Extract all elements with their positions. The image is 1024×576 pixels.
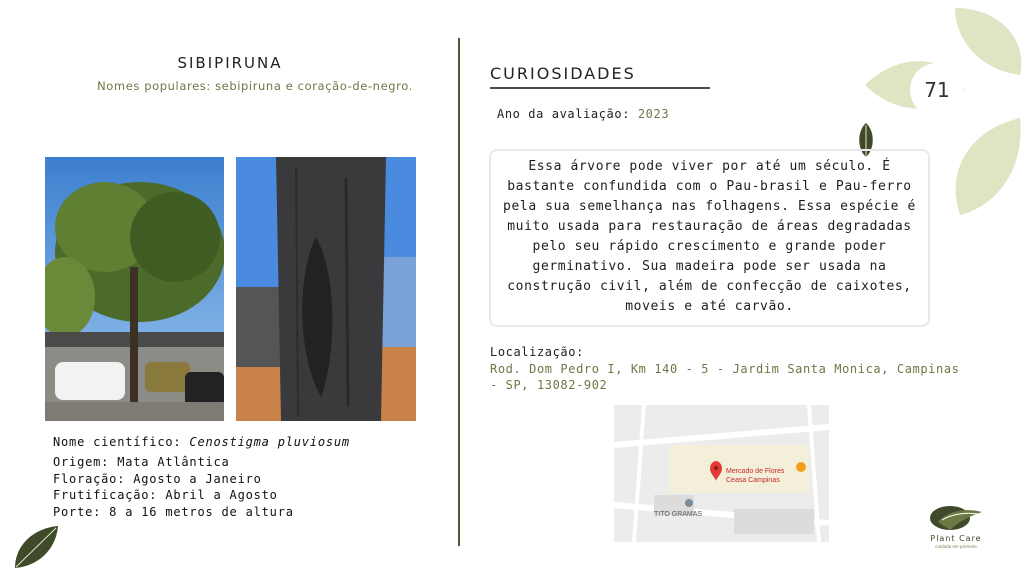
- location-map[interactable]: [614, 405, 829, 542]
- page-number: 71: [910, 63, 964, 117]
- year-label: Ano da avaliação:: [497, 107, 638, 121]
- scientific-name: Cenostigma pluviosum: [189, 435, 350, 449]
- leaf-icon: [10, 524, 60, 570]
- brand-logo-icon: [928, 502, 984, 532]
- scientific-name-label: Nome científico:: [53, 435, 190, 449]
- map-poi-label: TITO GRAMAS: [654, 511, 703, 518]
- year-line: [497, 107, 669, 121]
- popular-names: Nomes populares: sebipiruna e coração-de-negro.: [97, 79, 413, 93]
- year-value: 2023: [637, 107, 670, 121]
- species-title: SIBIPIRUNA: [177, 54, 283, 72]
- column-divider: [458, 38, 460, 546]
- location-address: Rod. Dom Pedro I, Km 140 - 5 - Jardim Santa Monica, Campinas - SP, 13082-902: [490, 362, 960, 392]
- brand-name: Plant Care: [930, 534, 982, 543]
- scientific-name-line: [53, 434, 433, 451]
- curiosities-title: CURIOSIDADES: [490, 64, 636, 83]
- description-box: Essa árvore pode viver por até um século. É bastante confundida com o Pau-brasil e Pau-ferro pela sua semelhança nas folhagens. Essa espécie é muito usada para restauração de áreas degradadas pelo seu rápido crescimento e grande poder germinativo. Sua madeira pode ser usada na construção civil, além de confecção de caixotes, moveis e até carvão.: [489, 149, 930, 327]
- map-place-line2: Ceasa Campinas: [726, 477, 780, 484]
- map-place-label: [726, 467, 784, 485]
- origin: Origem: Mata Atlântica: [53, 455, 230, 469]
- trunk-photo: [236, 157, 416, 421]
- fruiting: Frutificação: Abril a Agosto: [53, 488, 278, 502]
- tree-photo: [45, 157, 224, 421]
- brand-tagline: cuidado em primeiro: [935, 544, 977, 549]
- flowering: Floração: Agosto a Janeiro: [53, 472, 262, 486]
- size: Porte: 8 a 16 metros de altura: [53, 505, 294, 519]
- title-underline: [490, 87, 710, 89]
- location-label: Localização:: [490, 345, 584, 359]
- map-place-line1: Mercado de Flores: [726, 468, 785, 475]
